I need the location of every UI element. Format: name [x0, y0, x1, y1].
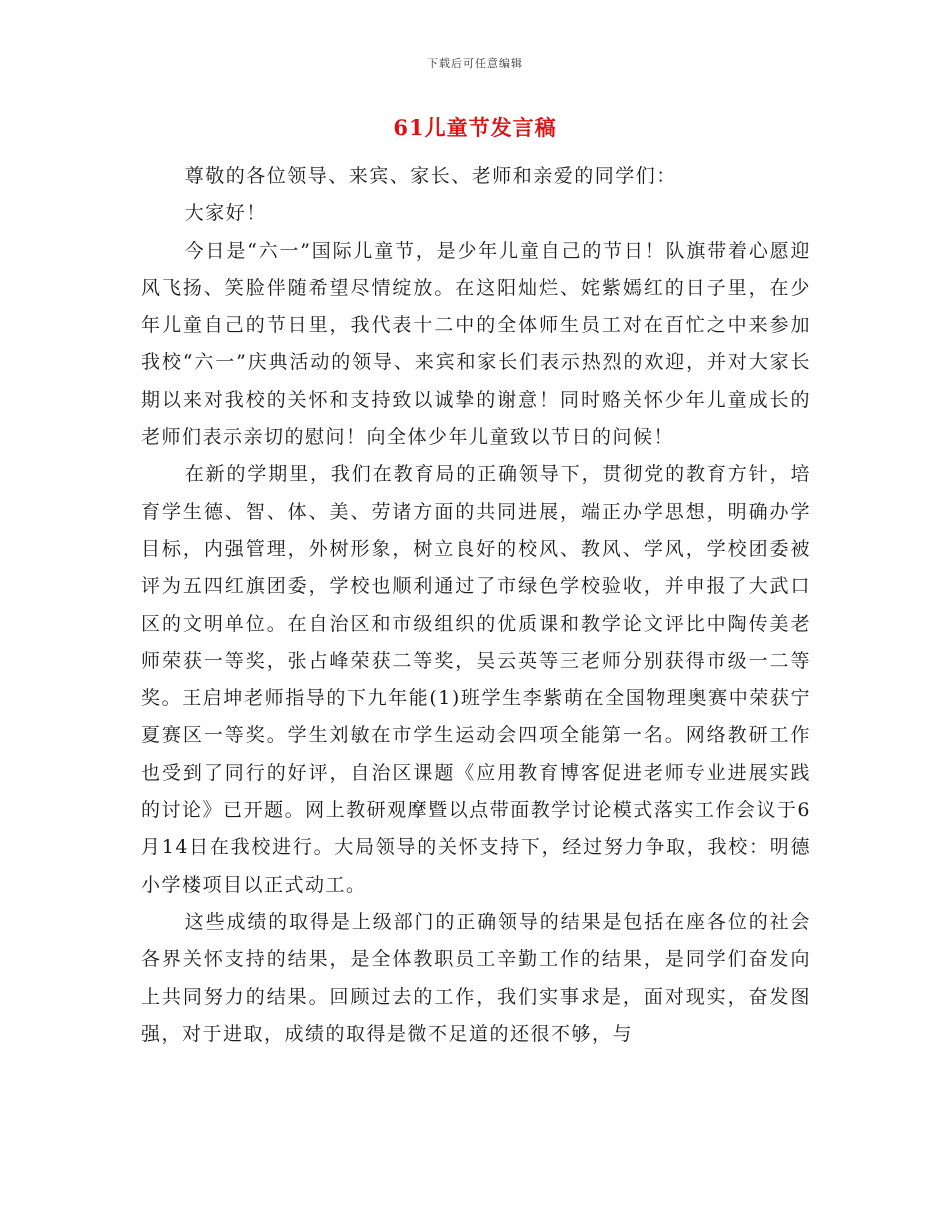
salutation-paragraph: 尊敬的各位领导、来宾、家长、老师和亲爱的同学们： — [184, 165, 677, 187]
greeting-paragraph: 大家好！ — [184, 202, 267, 225]
document-body — [141, 158, 811, 1053]
document-title: 61儿童节发言稿 — [393, 115, 557, 140]
body-paragraph: 这些成绩的取得是上级部门的正确领导的结果是包括在座各位的社会各界关怀支持的结果，是全体教职员工辛勤工作的结果，是同学们奋发向上共同努力的结果。回顾过去的工作，我们实事求是，面对现实，奋发图强，对于进取，成绩的取得是微不足道的还很不够，与 — [141, 910, 811, 1045]
header-note: 下载后可任意编辑 — [427, 57, 523, 70]
body-paragraph: 在新的学期里，我们在教育局的正确领导下，贯彻党的教育方针，培育学生德、智、体、美、劳诸方面的共同进展，端正办学思想，明确办学目标，内强管理，外树形象，树立良好的校风、教风、学风，学校团委被评为五四红旗团委，学校也顺利通过了市绿色学校验收，并申报了大武口区的文明单位。在自治区和市级组织的优质课和教学论文评比中陶传美老师荣获一等奖，张占峰荣获二等奖，吴云英等三老师分别获得市级一二等奖。王启坤老师指导的下九年能(1)班学生李紫萌在全国物理奥赛中荣获宁夏赛区一等奖。学生刘敏在市学生运动会四项全能第一名。网络教研工作也受到了同行的好评，自治区课题《应用教育博客促进老师专业进展实践的讨论》已开题。网上教研观摩暨以点带面教学讨论模式落实工作会议于6月14日在我校进行。大局领导的关怀支持下，经过努力争取，我校：明德小学楼项目以正式动工。 — [141, 463, 811, 896]
body-paragraph: 今日是“六一”国际儿童节，是少年儿童自己的节日！队旗带着心愿迎风飞扬、笑脸伴随希望尽情绽放。在这阳灿烂、姹紫嫣红的日子里，在少年儿童自己的节日里，我代表十二中的全体师生员工对在百忙之中来参加我校“六一”庆典活动的领导、来宾和家长们表示热烈的欢迎，并对大家长期以来对我校的关怀和支持致以诚挚的谢意！同时赂关怀少年儿童成长的老师们表示亲切的慰问！向全体少年儿童致以节日的问候！ — [141, 239, 811, 449]
